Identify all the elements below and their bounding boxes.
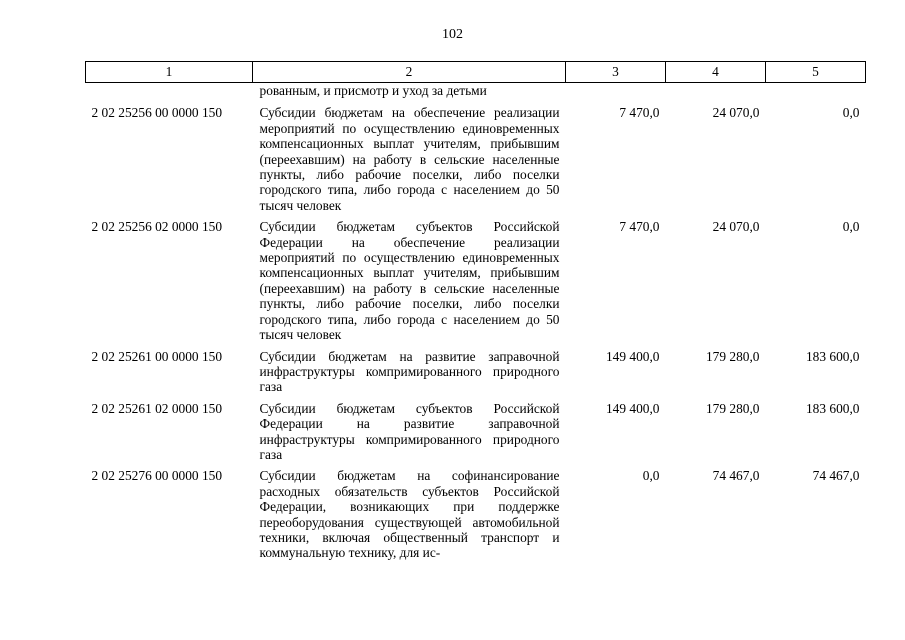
value-col3: 0,0 xyxy=(642,468,660,484)
value-col4: 74 467,0 xyxy=(712,468,760,484)
column-header-4: 4 xyxy=(666,62,766,83)
description-cell: Субсидии бюджетам субъектов Российской Федерации на обеспечение реализации мероприятий по осуществлению единовременных компенсационных выплат учителям, прибывшим (переехавшим) на работу в сельские населенные пункты, либо рабочие поселки, либо поселки городского типа, либо города с населением до 50 тысяч человек xyxy=(259,219,560,343)
column-header-2: 2 xyxy=(253,62,566,83)
continuation-row xyxy=(86,83,866,106)
budget-table xyxy=(85,61,866,567)
table-row xyxy=(86,468,866,566)
header-row xyxy=(86,62,866,83)
table-row xyxy=(86,219,866,348)
continuation-text: рованным, и присмотр и уход за детьми xyxy=(259,83,487,98)
value-col4: 24 070,0 xyxy=(712,219,760,235)
code-cell: 2 02 25276 00 0000 150 xyxy=(91,468,223,484)
description-cell: Субсидии бюджетам на обеспечение реализации мероприятий по осуществлению единовременных компенсационных выплат учителям, прибывшим (переехавшим) на работу в сельские населенные пункты, либо рабочие поселки, либо поселки городского типа, либо города с населением до 50 тысяч человек xyxy=(259,105,560,213)
value-col4: 24 070,0 xyxy=(712,105,760,121)
value-col4: 179 280,0 xyxy=(705,348,760,364)
description-cell: Субсидии бюджетам субъектов Российской Федерации на развитие заправочной инфраструктуры компримированного природного газа xyxy=(259,400,560,462)
code-cell: 2 02 25261 00 0000 150 xyxy=(91,348,223,364)
page-number: 102 xyxy=(442,27,463,42)
value-col3: 149 400,0 xyxy=(605,348,660,364)
table-row xyxy=(86,105,866,219)
description-cell: Субсидии бюджетам на софинансирование расходных обязательств субъектов Российской Федерации, возникающих при поддержке переоборудования существующей автомобильной техники, включая общественный транспорт и коммунальную технику, для ис- xyxy=(259,468,560,561)
table-row xyxy=(86,401,866,469)
value-col3: 7 470,0 xyxy=(619,105,660,121)
value-col3: 149 400,0 xyxy=(605,400,660,416)
column-header-5: 5 xyxy=(766,62,866,83)
value-col3: 7 470,0 xyxy=(619,219,660,235)
description-cell: Субсидии бюджетам на развитие заправочной инфраструктуры компримированного природного газа xyxy=(259,348,560,395)
column-header-3: 3 xyxy=(566,62,666,83)
table-row xyxy=(86,349,866,401)
value-col4: 179 280,0 xyxy=(705,400,760,416)
value-col5: 74 467,0 xyxy=(812,468,860,484)
code-cell: 2 02 25256 00 0000 150 xyxy=(91,105,223,121)
code-cell: 2 02 25256 02 0000 150 xyxy=(91,219,223,235)
column-header-1: 1 xyxy=(86,62,253,83)
code-cell xyxy=(86,83,253,106)
code-cell: 2 02 25261 02 0000 150 xyxy=(91,400,223,416)
value-col5: 183 600,0 xyxy=(805,348,860,364)
value-col5: 0,0 xyxy=(842,105,860,121)
value-col5: 183 600,0 xyxy=(805,400,860,416)
value-col5: 0,0 xyxy=(842,219,860,235)
